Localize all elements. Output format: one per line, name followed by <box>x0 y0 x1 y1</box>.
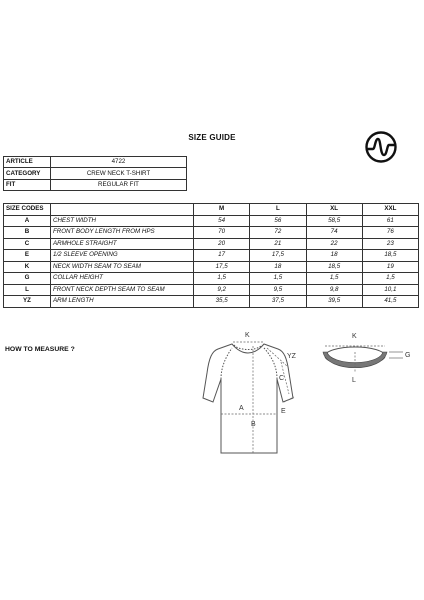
size-table-header <box>4 204 419 216</box>
row-code: L <box>4 284 51 296</box>
row-value: 37,5 <box>250 296 306 308</box>
collar-detail-icon <box>323 346 403 373</box>
label-e: E <box>281 408 286 415</box>
category-label: CATEGORY <box>4 168 51 179</box>
row-code: B <box>4 227 51 239</box>
row-value: 18 <box>306 250 362 262</box>
row-value: 39,5 <box>306 296 362 308</box>
row-value: 72 <box>250 227 306 239</box>
how-to-measure-heading: HOW TO MEASURE ? <box>5 346 75 353</box>
row-value: 1,5 <box>362 273 418 285</box>
row-value: 17 <box>194 250 250 262</box>
row-value: 1,5 <box>194 273 250 285</box>
row-value: 35,5 <box>194 296 250 308</box>
row-value: 17,5 <box>194 261 250 273</box>
fit-label: FIT <box>4 179 51 190</box>
page-title: SIZE GUIDE <box>188 133 236 142</box>
row-value: 9,2 <box>194 284 250 296</box>
row-description: FRONT BODY LENGTH FROM HPS <box>51 227 194 239</box>
row-value: 54 <box>194 215 250 227</box>
row-description: NECK WIDTH SEAM TO SEAM <box>51 261 194 273</box>
row-value: 18 <box>250 261 306 273</box>
article-info-table <box>3 156 187 191</box>
category-value: CREW NECK T-SHIRT <box>51 168 187 179</box>
size-header-l: L <box>250 204 306 216</box>
table-row <box>4 273 419 285</box>
row-value: 1,5 <box>250 273 306 285</box>
category-row <box>4 168 187 179</box>
row-value: 22 <box>306 238 362 250</box>
row-value: 18,5 <box>306 261 362 273</box>
fit-value: REGULAR FIT <box>51 179 187 190</box>
label-g: G <box>405 352 411 359</box>
size-header-m: M <box>194 204 250 216</box>
label-a: A <box>239 405 244 412</box>
row-value: 18,5 <box>362 250 418 262</box>
row-value: 21 <box>250 238 306 250</box>
row-description: 1/2 SLEEVE OPENING <box>51 250 194 262</box>
label-l: L <box>352 377 356 384</box>
row-value: 9,8 <box>306 284 362 296</box>
row-value: 17,5 <box>250 250 306 262</box>
label-b: B <box>251 421 256 428</box>
size-table <box>3 203 419 308</box>
size-header-xxl: XXL <box>362 204 418 216</box>
label-yz: YZ <box>287 353 296 360</box>
row-value: 1,5 <box>306 273 362 285</box>
row-value: 9,5 <box>250 284 306 296</box>
row-code: K <box>4 261 51 273</box>
row-value: 76 <box>362 227 418 239</box>
row-value: 10,1 <box>362 284 418 296</box>
row-description: COLLAR HEIGHT <box>51 273 194 285</box>
fit-row <box>4 179 187 190</box>
row-description: ARMHOLE STRAIGHT <box>51 238 194 250</box>
row-description: CHEST WIDTH <box>51 215 194 227</box>
row-code: A <box>4 215 51 227</box>
size-header-xl: XL <box>306 204 362 216</box>
row-value: 56 <box>250 215 306 227</box>
row-value: 41,5 <box>362 296 418 308</box>
table-row <box>4 261 419 273</box>
article-label: ARTICLE <box>4 157 51 168</box>
label-c: C <box>279 375 285 382</box>
table-row <box>4 284 419 296</box>
table-row <box>4 250 419 262</box>
description-header <box>51 204 194 216</box>
table-row <box>4 238 419 250</box>
row-value: 23 <box>362 238 418 250</box>
article-value: 4722 <box>51 157 187 168</box>
row-value: 20 <box>194 238 250 250</box>
row-value: 58,5 <box>306 215 362 227</box>
row-description: ARM LENGTH <box>51 296 194 308</box>
measurement-diagram <box>195 318 424 463</box>
row-value: 70 <box>194 227 250 239</box>
size-codes-header: SIZE CODES <box>4 204 51 216</box>
row-code: E <box>4 250 51 262</box>
row-code: C <box>4 238 51 250</box>
wave-circle-logo-icon <box>364 130 398 164</box>
tshirt-outline-icon <box>203 344 293 453</box>
label-k-collar: K <box>352 333 357 340</box>
row-value: 19 <box>362 261 418 273</box>
row-code: YZ <box>4 296 51 308</box>
table-row <box>4 296 419 308</box>
row-description: FRONT NECK DEPTH SEAM TO SEAM <box>51 284 194 296</box>
article-row <box>4 157 187 168</box>
row-code: G <box>4 273 51 285</box>
row-value: 74 <box>306 227 362 239</box>
label-k-shirt: K <box>245 332 250 339</box>
table-row <box>4 227 419 239</box>
table-row <box>4 215 419 227</box>
row-value: 61 <box>362 215 418 227</box>
